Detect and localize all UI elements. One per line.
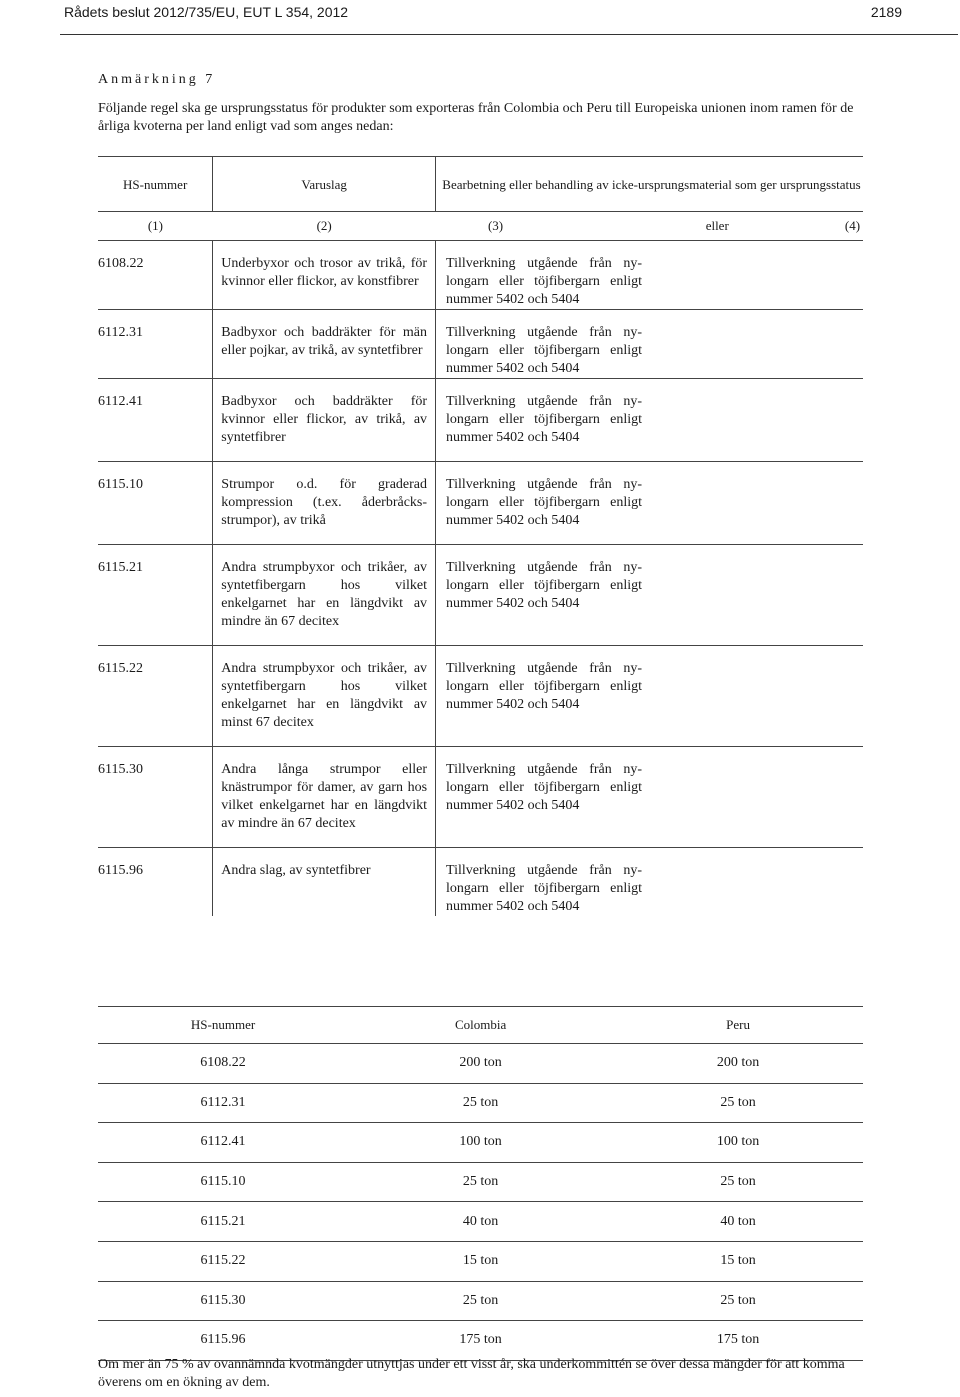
quota-hs-number: 6115.22 [98, 1241, 348, 1281]
quota-header-hs: HS-nummer [98, 1007, 348, 1044]
row-hs-number: 6115.10 [98, 462, 213, 545]
row-processing-text: Tillverkning utgående från nylongarn eller töjfibergarn enligt nummer 5402 och 5404 [446, 394, 643, 445]
intro-paragraph: Följande regel ska ge ursprungsstatus för produkter som exporteras från Colombia och Peru till Europeiska unionen inom ramen för de årliga kvoterna per land enligt vad som anges nedan: [98, 101, 854, 134]
row-processing-text: Tillverkning utgående från nylongarn eller töjfibergarn enligt nummer 5402 och 5404 [446, 256, 643, 307]
header-hs-number: HS-nummer [98, 157, 213, 212]
col-num-3: (3) [487, 218, 504, 233]
row-processing [436, 379, 863, 462]
quota-peru: 200 ton [613, 1044, 863, 1084]
row-processing [436, 848, 863, 917]
row-hs-number: 6115.21 [98, 545, 213, 646]
col-num-1: (1) [98, 212, 213, 241]
row-hs-number: 6115.22 [98, 646, 213, 747]
quota-table-row [98, 1083, 863, 1123]
row-goods: Strumpor o.d. för graderad kompression (t.ex. åderbråcksstrumpor), av trikå [213, 462, 436, 545]
rules-table-row [98, 241, 863, 310]
quota-header-peru: Peru [613, 1007, 863, 1044]
row-processing-text: Tillverkning utgående från nylongarn eller töjfibergarn enligt nummer 5402 och 5404 [446, 560, 643, 611]
quota-hs-number: 6112.31 [98, 1083, 348, 1123]
row-processing-text: Tillverkning utgående från nylongarn eller töjfibergarn enligt nummer 5402 och 5404 [446, 762, 643, 813]
row-goods: Andra strumpbyxor och trikåer, av syntetfibergarn hos vilket enkelgarnet har en längdvikt av minst 67 decitex [213, 646, 436, 747]
row-processing [436, 310, 863, 379]
quota-hs-number: 6112.41 [98, 1123, 348, 1163]
row-processing-text: Tillverkning utgående från nylongarn eller töjfibergarn enligt nummer 5402 och 5404 [446, 477, 643, 528]
rules-table-row [98, 379, 863, 462]
quota-colombia: 25 ton [348, 1083, 613, 1123]
row-processing-text: Tillverkning utgående från nylongarn eller töjfibergarn enligt nummer 5402 och 5404 [446, 325, 643, 376]
quota-table-row [98, 1123, 863, 1163]
quota-colombia: 100 ton [348, 1123, 613, 1163]
row-hs-number: 6115.96 [98, 863, 143, 878]
row-hs-number: 6112.41 [98, 379, 213, 462]
quota-table-header [98, 1007, 863, 1044]
rules-table-row [98, 545, 863, 646]
document-title: Rådets beslut 2012/735/EU, EUT L 354, 2012 [64, 4, 349, 20]
column-number-row [98, 212, 863, 241]
quota-table [98, 1006, 863, 1361]
quota-hs-number: 6108.22 [98, 1044, 348, 1084]
quota-colombia: 175 ton [348, 1321, 613, 1361]
rules-table-body [98, 241, 863, 917]
quota-peru: 40 ton [613, 1202, 863, 1242]
quota-table-row [98, 1202, 863, 1242]
page-header [0, 0, 960, 30]
rules-table-header [98, 157, 863, 212]
quota-colombia: 25 ton [348, 1281, 613, 1321]
rules-table-row [98, 310, 863, 379]
row-goods: Andra långa strumpor eller knästrumpor för damer, av garn hos vilket enkelgarnet har en längdvikt av mindre än 67 decitex [213, 747, 436, 848]
row-processing [436, 646, 863, 747]
row-goods: Andra strumpbyxor och trikåer, av syntetfibergarn hos vilket enkelgarnet har en längdvikt av mindre än 67 decitex [213, 545, 436, 646]
quota-colombia: 200 ton [348, 1044, 613, 1084]
rules-table-row [98, 848, 863, 917]
quota-table-row [98, 1162, 863, 1202]
quota-header-colombia: Colombia [348, 1007, 613, 1044]
col-num-4: (4) [844, 218, 861, 233]
quota-table-row [98, 1241, 863, 1281]
row-processing [436, 241, 863, 310]
row-processing-text: Tillverkning utgående från nylongarn eller töjfibergarn enligt nummer 5402 och 5404 [446, 661, 643, 712]
col-num-or: eller [705, 218, 729, 233]
row-goods: Underbyxor och trosor av trikå, för kvinnor eller flickor, av konstfibrer [213, 241, 436, 310]
row-processing [436, 462, 863, 545]
quota-table-row [98, 1321, 863, 1361]
row-processing [436, 545, 863, 646]
quota-table-row [98, 1044, 863, 1084]
quota-peru: 25 ton [613, 1162, 863, 1202]
row-hs-number: 6108.22 [98, 241, 213, 310]
row-goods: Andra slag, av syntetfibrer [213, 848, 436, 917]
note-label: Anmärkning 7 [98, 72, 216, 87]
row-goods: Badbyxor och baddräkter för kvinnor eller flickor, av trikå, av syntetfibrer [213, 379, 436, 462]
quota-peru: 25 ton [613, 1083, 863, 1123]
quota-table-row [98, 1281, 863, 1321]
rules-table-row [98, 462, 863, 545]
row-processing [436, 747, 863, 848]
quota-colombia: 40 ton [348, 1202, 613, 1242]
row-processing-text: Tillverkning utgående från nylongarn eller töjfibergarn enligt nummer 5402 och 5404 [446, 863, 643, 914]
header-processing-text: Bearbetning eller behandling av icke-ursprungsmaterial som ger ursprungsstatus [442, 176, 861, 192]
quota-peru: 175 ton [613, 1321, 863, 1361]
quota-hs-number: 6115.21 [98, 1202, 348, 1242]
row-goods: Badbyxor och baddräkter för män eller pojkar, av trikå, av syntetfibrer [213, 310, 436, 379]
header-goods: Varuslag [213, 157, 436, 212]
quota-colombia: 25 ton [348, 1162, 613, 1202]
col-num-3-4 [436, 212, 863, 241]
quota-colombia: 15 ton [348, 1241, 613, 1281]
footer-paragraph: Om mer än 75 % av ovannämnda kvotmängder utnyttjas under ett visst år, ska underkommittén se över dessa mängder för att komma överens om en ökning av dem. [98, 1357, 845, 1390]
page-number: 2189 [870, 4, 902, 20]
rules-table-row [98, 747, 863, 848]
header-divider [60, 34, 958, 35]
row-hs-number: 6112.31 [98, 310, 213, 379]
header-processing [436, 157, 863, 212]
rules-table [98, 156, 863, 916]
quota-hs-number: 6115.30 [98, 1281, 348, 1321]
row-hs-number: 6115.30 [98, 747, 213, 848]
quota-hs-number: 6115.10 [98, 1162, 348, 1202]
quota-table-body [98, 1044, 863, 1361]
col-num-2: (2) [213, 212, 436, 241]
quota-peru: 15 ton [613, 1241, 863, 1281]
quota-hs-number: 6115.96 [98, 1321, 348, 1361]
quota-peru: 25 ton [613, 1281, 863, 1321]
quota-peru: 100 ton [613, 1123, 863, 1163]
rules-table-row [98, 646, 863, 747]
